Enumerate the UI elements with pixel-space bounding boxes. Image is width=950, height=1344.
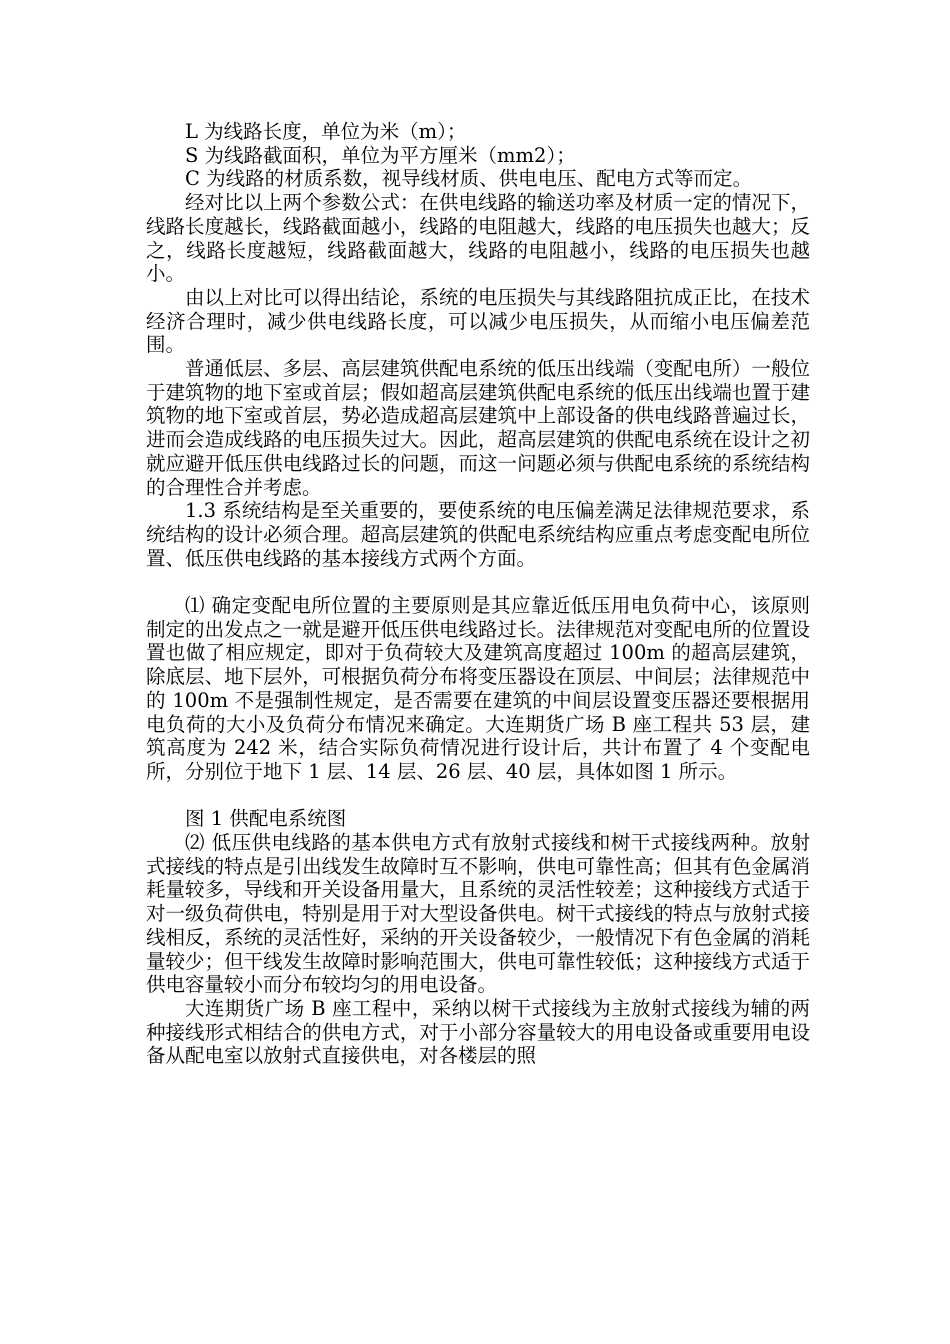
paragraph-l-definition: L 为线路长度，单位为米（m）； <box>185 120 467 143</box>
paragraph-system-structure: 1.3 系统结构是至关重要的，要使系统的电压偏差满足法律规范要求，系统结构的设计必须合理。超高层建筑的供配电系统结构应重点考虑变配电所位置、低压供电线路的基本接线方式两个方面。 <box>146 499 810 570</box>
figure-caption: 图 1 供配电系统图 <box>185 807 347 831</box>
paragraph-conclusion: 由以上对比可以得出结论，系统的电压损失与其线路阻抗成正比，在技术经济合理时，减少供电线路长度，可以减少电压损失，从而缩小电压偏差范围。 <box>146 285 810 357</box>
paragraph-comparison: 经对比以上两个参数公式：在供电线路的输送功率及材质一定的情况下，线路长度越长，线路截面越小，线路的电阻越大，线路的电压损失也越大；反之，线路长度越短，线路截面越大，线路的电阻越小，线路的电压损失也越小。 <box>146 191 810 286</box>
paragraph-substation-location: ⑴ 确定变配电所位置的主要原则是其应靠近低压用电负荷中心，该原则制定的出发点之一就是避开低压供电线路过长。法律规范对变配电所的位置设置也做了相应规定，即对于负荷较大及建筑高度超过 100m 的超高层建筑，除底层、地下层外，可根据负荷分布将变压器设在顶层、中间层；法律规范中的 100m 不是强制性规定，是否需要在建筑的中间层设置变压器还要根据用电负荷的大小及负荷分布情况来确定。大连期货广场 B 座工程共 53 层，建筑高度为 242 米，结合实际负荷情况进行设计后，共计布置了 4 个变配电所，分别位于地下 1 层、14 层、26 层、40 层，具体如图 1 所示。 <box>146 594 810 783</box>
paragraph-project-wiring: 大连期货广场 B 座工程中，采纳以树干式接线为主放射式接线为辅的两种接线形式相结合的供电方式，对于小部分容量较大的用电设备或重要用电设备从配电室以放射式直接供电，对各楼层的照 <box>146 996 810 1068</box>
document-page <box>146 120 810 1068</box>
paragraph-c-definition: C 为线路的材质系数，视导线材质、供电电压、配电方式等而定。 <box>185 167 753 191</box>
paragraph-s-definition: S 为线路截面积，单位为平方厘米（mm2）； <box>185 143 576 167</box>
paragraph-wiring-methods: ⑵ 低压供电线路的基本供电方式有放射式接线和树干式接线两种。放射式接线的特点是引出线发生故障时互不影响，供电可靠性高；但其有色金属消耗量较多，导线和开关设备用量大，且系统的灵活性较差；这种接线方式适于对一级负荷供电，特别是用于对大型设备供电。树干式接线的特点与放射式接线相反，系统的灵活性好，采纳的开关设备较少，一般情况下有色金属的消耗量较少；但干线发生故障时影响范围大，供电可靠性较低；这种接线方式适于供电容量较小而分布较均匀的用电设备。 <box>146 831 810 997</box>
paragraph-low-voltage-outlet: 普通低层、多层、高层建筑供配电系统的低压出线端（变配电所）一般位于建筑物的地下室或首层；假如超高层建筑供配电系统的低压出线端也置于建筑物的地下室或首层，势必造成超高层建筑中上部设备的供电线路普遍过长，进而会造成线路的电压损失过大。因此，超高层建筑的供配电系统在设计之初就应避开低压供电线路过长的问题，而这一问题必须与供配电系统的系统结构的合理性合并考虑。 <box>146 357 810 499</box>
